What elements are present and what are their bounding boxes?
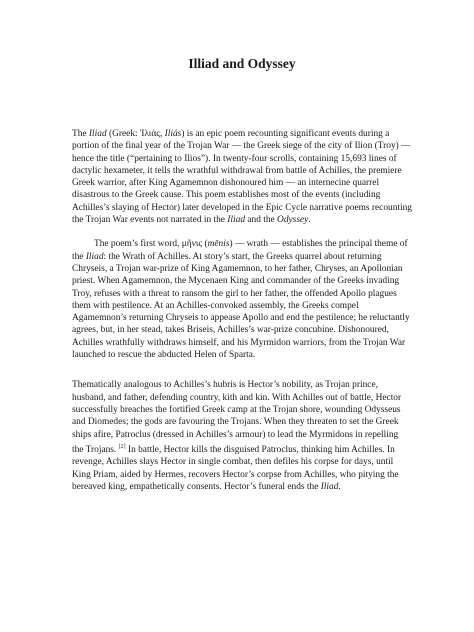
text-run: In battle, Hector kills the disguised Patroclus, thinking him Achilles. In revenge, Achilles slays Hector in single combat, then defiles his corpse for days, until King Priam, aided by Hermes, recovers Hector’s corpse from Achilles, who pitying the bereaved king, empathetically consents. Hector’s funeral ends the bbox=[72, 444, 399, 492]
text-run: The poem’s first word, μῆνις ( bbox=[94, 239, 208, 250]
italic-title: Odyssey bbox=[277, 215, 309, 226]
text-run: : the Wrath of Achilles. At story’s start, the Greeks quarrel about returning Chryseis, a Trojan war-prize of King Agamemnon, to her father, Chryses, an Apollonian priest. When Agamemnon, the Mycenaen King and commander of the Greeks invading Troy, refuses with a threat to ransom the girl to her father, the offended Apollo plagues them with pestilence. At an Achilles-convoked assembly, the Greeks compel Agamemnon’s returning Chryseis to appease Apollo and end the pestilence; he reluctantly agrees, but, in her stead, takes Briseis, Achilles’s war-prize concubine. Dishonoured, Achilles wrathfully withdraws himself, and his Myrmidon warriors, from the Trojan War launched to rescue the abducted Helen of Sparta. bbox=[72, 251, 410, 361]
text-run: The bbox=[72, 129, 89, 139]
italic-title: Iliad bbox=[88, 129, 107, 139]
footnote-link[interactable]: [2] bbox=[118, 443, 126, 450]
document-title: Illiad and Odyssey bbox=[188, 56, 296, 71]
text-run: . bbox=[308, 215, 311, 226]
paragraph-intro bbox=[72, 128, 412, 226]
text-run: ) — wrath — establishes the principal theme of the bbox=[72, 239, 408, 262]
italic-title: Iliad bbox=[320, 481, 339, 492]
text-run: Thematically analogous to Achilles’s hubris is Hector’s nobility, as Trojan prince, husband, and father, defending country, kith and kin. With Achilles out of battle, Hector successfully breaches the fortified Greek camp at the Trojan shore, wounding Odysseus and Diomedes; the gods are favouring the Trojans. When they threaten to set the Greek ships afire, Patroclus (dressed in Achilles’s armour) to lead the Myrmidons in repelling the Trojans. bbox=[72, 380, 402, 455]
text-run: ) is an epic poem recounting significant events during a portion of the final year of the Trojan War — the Greek siege of the city of Ilion (Troy) — hence the title (“pertaining to Ilios”). In twenty-four scrolls, containing 15,693 lines of dactylic hexameter, it tells the wrathful withdrawal from battle of Achilles, the premiere Greek warrior, after King Agamemnon dishonoured him — an internecine quarrel disastrous to the Greek cause. This poem establishes most of the events (including Achilles’s slaying of Hector) later developed in the Epic Cycle narrative poems recounting the Trojan War events not narrated in the bbox=[72, 129, 412, 226]
italic-term: Iliás bbox=[164, 129, 182, 139]
text-run: (Greek: Ἰλιάς, bbox=[106, 129, 165, 139]
italic-term: mēnis bbox=[207, 239, 230, 250]
italic-title: Iliad bbox=[85, 251, 104, 262]
text-run: and the bbox=[245, 215, 278, 226]
text-run: . bbox=[338, 481, 341, 492]
paragraph-theme bbox=[72, 238, 412, 361]
paragraph-hector bbox=[72, 379, 412, 493]
italic-title: Iliad bbox=[227, 215, 246, 226]
